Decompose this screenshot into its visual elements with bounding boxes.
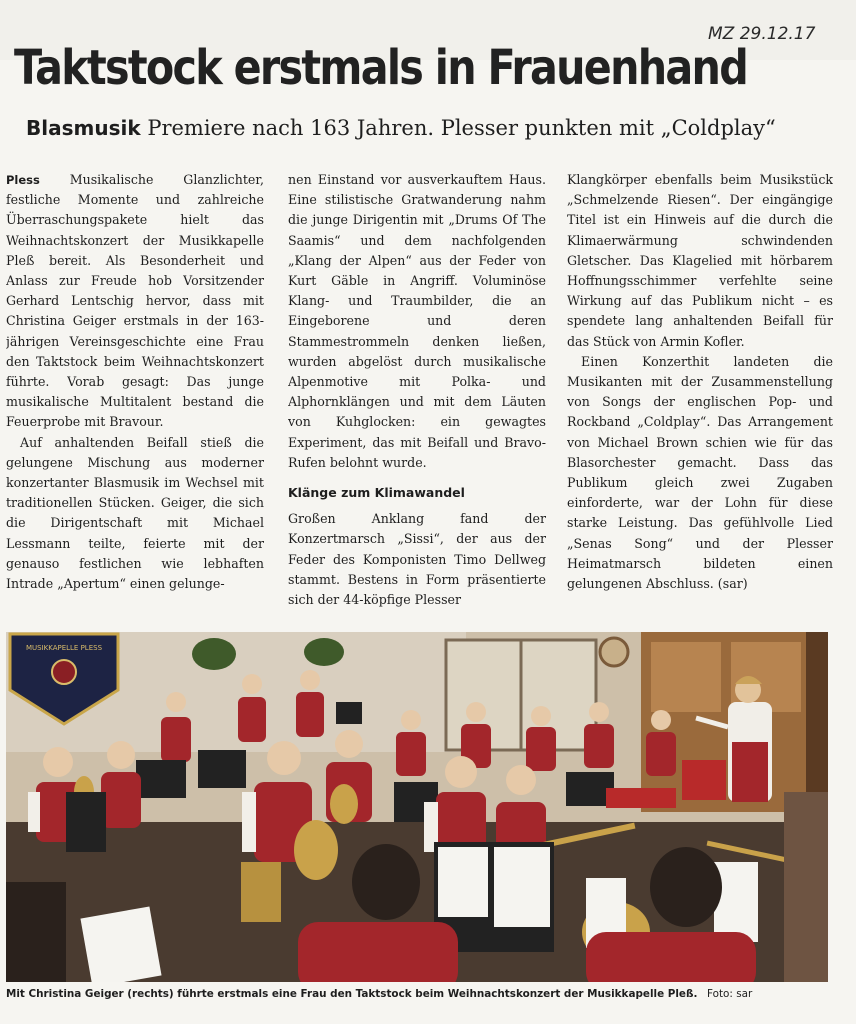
article-column-2	[288, 170, 546, 610]
paragraph: Großen Anklang fand der Konzertmarsch „Sissi“, der aus der Feder des Komponisten Timo Dellweg stammt. Bestens in Form präsentierte sich der 44-köpfige Plesser	[288, 511, 546, 608]
subheadline-text: Premiere nach 163 Jahren. Plesser punkten mit „Coldplay“	[147, 116, 776, 140]
paragraph: Einen Konzerthit landeten die Musikanten mit der Zusammenstellung von Songs der englischen Pop- und Rockband „Coldplay“. Das Arrangement von Michael Brown schien wie für das Blasorchester gemacht. Dass das Publikum gleich zwei Zugaben einforderte, war der Lohn für diese starke Leistung. Das gefühlvolle Lied „Senas Song“ und der Plesser Heimatmarsch bildeten einen gelungenen Abschluss. (sar)	[567, 353, 833, 592]
dateline: Pless	[6, 173, 40, 187]
kicker: Blasmusik	[26, 116, 141, 140]
paragraph-text: Musikalische Glanzlichter, festliche Momente und zahlreiche Überraschungspakete hielt das Weihnachtskonzert der Musikkapelle Pleß bereit. Als Besonderheit und Anlass zur Freude hob Vorsitzender Gerhard Lentschig hervor, dass mit Christina Geiger erstmals in der 163-jährigen Vereinsgeschichte eine Frau den Taktstock beim Weihnachtskonzert führte. Vorab gesagt: Das junge musikalische Multitalent bestand die Feuerprobe mit Bravour.	[6, 172, 264, 430]
paragraph	[6, 170, 264, 433]
section-subheading: Klänge zum Klimawandel	[288, 485, 465, 501]
paragraph: nen Einstand vor ausverkauftem Haus. Eine stilistische Gratwanderung nahm die junge Dirigentin mit „Drums Of The Saamis“ und dem nachfolgenden „Klang der Alpen“ aus der Feder von Kurt Gäble in Angriff. Voluminöse Klang- und Traumbilder, die an Eingeborene und deren Stammestrommeln denken ließen, wurden abgelöst durch musikalische Alpenmotive mit Polka- und Alphornklängen und mit dem Läuten von Kuhglocken: ein gewagtes Experiment, das mit Beifall und Bravo-Rufen belohnt wurde.	[288, 172, 546, 470]
handwritten-date-stamp: MZ 29.12.17	[708, 24, 816, 44]
photo-credit: Foto: sar	[707, 988, 753, 1000]
paragraph: Klangkörper ebenfalls beim Musikstück „Schmelzende Riesen“. Der eingängige Titel ist ein Hinweis auf die durch die Klimaerwärmung schwindenden Gletscher. Das Klagelied mit hörbarem Hoffnungsschimmer verfehlte seine Wirkung auf das Publikum nicht – es spendete lang anhaltenden Beifall für das Stück von Armin Kofler.	[567, 172, 833, 349]
photo-caption	[6, 988, 838, 1006]
article-column-1	[6, 170, 264, 610]
headline: Taktstock erstmals in Frauenhand	[14, 40, 748, 96]
article-column-3	[567, 170, 833, 610]
concert-photo-illustration	[6, 632, 828, 982]
subheadline	[26, 116, 836, 148]
concert-photo	[6, 632, 828, 982]
caption-text: Mit Christina Geiger (rechts) führte erstmals eine Frau den Taktstock beim Weihnachtskonzert der Musikkapelle Pleß.	[6, 988, 698, 1000]
paragraph: Auf anhaltenden Beifall stieß die gelungene Mischung aus moderner konzertanter Blasmusik im Wechsel mit traditionellen Stücken. Geiger, die sich die Dirigentschaft mit Michael Lessmann teilte, feierte mit der genauso festlichen wie lebhaften Intrade „Apertum“ einen gelunge-	[6, 434, 264, 592]
banner-text: MUSIKKAPELLE PLESS	[25, 644, 103, 652]
